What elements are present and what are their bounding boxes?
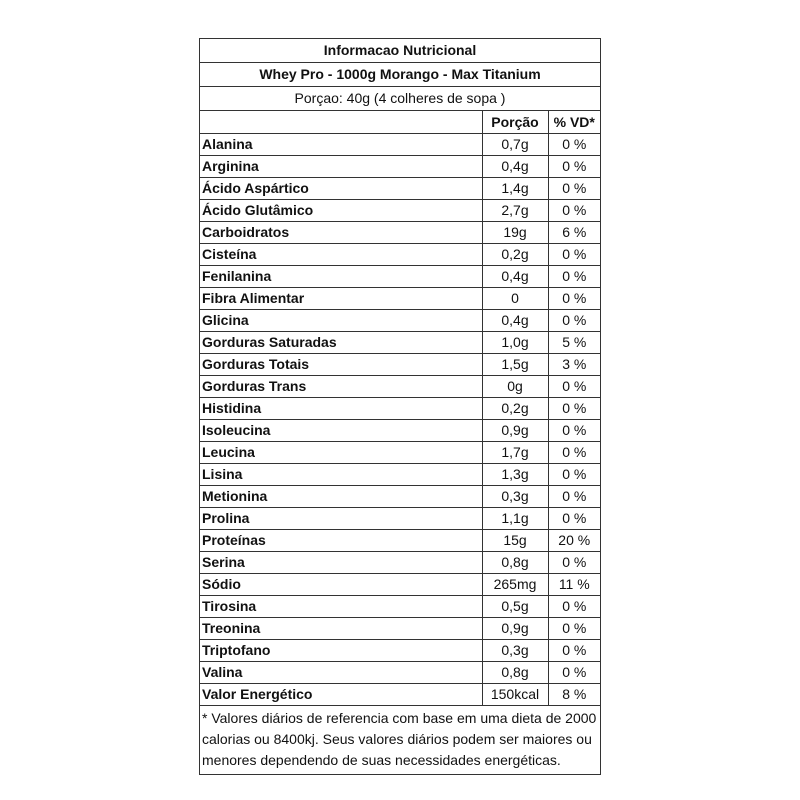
table-row	[200, 486, 600, 508]
table-row	[200, 508, 600, 530]
nutrient-portion: 1,0g	[482, 332, 548, 354]
nutrient-name: Isoleucina	[200, 420, 482, 442]
table-row	[200, 618, 600, 640]
nutrient-portion: 0,4g	[482, 156, 548, 178]
nutrient-daily-value: 0 %	[548, 640, 600, 662]
table-row	[200, 464, 600, 486]
nutrient-name: Leucina	[200, 442, 482, 464]
nutrient-daily-value: 0 %	[548, 288, 600, 310]
nutrient-daily-value: 0 %	[548, 420, 600, 442]
nutrient-daily-value: 0 %	[548, 398, 600, 420]
table-row	[200, 310, 600, 332]
table-row	[200, 662, 600, 684]
nutrient-name: Cisteína	[200, 244, 482, 266]
nutrient-name: Proteínas	[200, 530, 482, 552]
nutrient-daily-value: 0 %	[548, 596, 600, 618]
nutrient-table	[200, 111, 600, 706]
nutrient-name: Fibra Alimentar	[200, 288, 482, 310]
table-row	[200, 376, 600, 398]
nutrient-portion: 0,2g	[482, 244, 548, 266]
nutrient-daily-value: 8 %	[548, 684, 600, 706]
nutrient-name: Lisina	[200, 464, 482, 486]
nutrient-name: Valor Energético	[200, 684, 482, 706]
nutrient-name: Valina	[200, 662, 482, 684]
nutrient-portion: 150kcal	[482, 684, 548, 706]
nutrient-name: Metionina	[200, 486, 482, 508]
product-name: Whey Pro - 1000g Morango - Max Titanium	[200, 63, 600, 87]
nutrient-portion: 1,3g	[482, 464, 548, 486]
table-row	[200, 222, 600, 244]
table-row	[200, 288, 600, 310]
nutrient-portion: 0,9g	[482, 618, 548, 640]
table-row	[200, 530, 600, 552]
nutrient-name: Ácido Aspártico	[200, 178, 482, 200]
nutrient-daily-value: 3 %	[548, 354, 600, 376]
nutrient-daily-value: 6 %	[548, 222, 600, 244]
nutrient-daily-value: 0 %	[548, 134, 600, 156]
nutrient-daily-value: 5 %	[548, 332, 600, 354]
nutrient-daily-value: 0 %	[548, 178, 600, 200]
nutrient-daily-value: 0 %	[548, 376, 600, 398]
table-row	[200, 266, 600, 288]
nutrient-name: Gorduras Totais	[200, 354, 482, 376]
table-row	[200, 640, 600, 662]
nutrient-portion: 15g	[482, 530, 548, 552]
table-row	[200, 156, 600, 178]
nutrient-portion: 0	[482, 288, 548, 310]
nutrient-daily-value: 20 %	[548, 530, 600, 552]
nutrient-name: Serina	[200, 552, 482, 574]
nutrient-name: Prolina	[200, 508, 482, 530]
table-row	[200, 200, 600, 222]
nutrient-name: Alanina	[200, 134, 482, 156]
nutrient-name: Ácido Glutâmico	[200, 200, 482, 222]
portion-column-header: Porção	[482, 111, 548, 134]
label-title: Informacao Nutricional	[200, 39, 600, 63]
table-row	[200, 596, 600, 618]
nutrient-name: Histidina	[200, 398, 482, 420]
nutrient-name: Sódio	[200, 574, 482, 596]
nutrient-name: Gorduras Trans	[200, 376, 482, 398]
nutrient-portion: 1,1g	[482, 508, 548, 530]
nutrient-name: Carboidratos	[200, 222, 482, 244]
nutrient-portion: 0,3g	[482, 486, 548, 508]
nutrient-portion: 2,7g	[482, 200, 548, 222]
nutrient-portion: 0,8g	[482, 552, 548, 574]
nutrient-name: Tirosina	[200, 596, 482, 618]
nutrient-name: Arginina	[200, 156, 482, 178]
nutrient-portion: 0,8g	[482, 662, 548, 684]
nutrient-portion: 0,4g	[482, 310, 548, 332]
table-row	[200, 244, 600, 266]
nutrient-daily-value: 0 %	[548, 662, 600, 684]
table-row	[200, 134, 600, 156]
nutrient-portion: 0,3g	[482, 640, 548, 662]
table-row	[200, 354, 600, 376]
table-row	[200, 420, 600, 442]
table-row	[200, 442, 600, 464]
table-row	[200, 178, 600, 200]
table-row	[200, 684, 600, 706]
nutrient-column-header	[200, 111, 482, 134]
nutrient-daily-value: 0 %	[548, 618, 600, 640]
nutrient-portion: 0,2g	[482, 398, 548, 420]
nutrient-daily-value: 0 %	[548, 244, 600, 266]
nutrient-daily-value: 0 %	[548, 552, 600, 574]
table-row	[200, 332, 600, 354]
table-header-row	[200, 111, 600, 134]
nutrient-portion: 0,5g	[482, 596, 548, 618]
nutrient-daily-value: 11 %	[548, 574, 600, 596]
daily-value-column-header: % VD*	[548, 111, 600, 134]
nutrient-name: Fenilanina	[200, 266, 482, 288]
nutrient-portion: 265mg	[482, 574, 548, 596]
nutrient-name: Glicina	[200, 310, 482, 332]
table-row	[200, 398, 600, 420]
nutrient-portion: 1,5g	[482, 354, 548, 376]
table-row	[200, 574, 600, 596]
nutrient-portion: 1,7g	[482, 442, 548, 464]
nutrient-portion: 0,4g	[482, 266, 548, 288]
footnote: * Valores diários de referencia com base em uma dieta de 2000 calorias ou 8400kj. Seus valores diários podem ser maiores ou menores dependendo de suas necessidades energéticas.	[202, 710, 597, 768]
nutrient-name: Treonina	[200, 618, 482, 640]
nutrient-daily-value: 0 %	[548, 156, 600, 178]
nutrition-facts-label	[199, 38, 601, 775]
nutrient-name: Triptofano	[200, 640, 482, 662]
nutrient-daily-value: 0 %	[548, 266, 600, 288]
nutrient-portion: 0,7g	[482, 134, 548, 156]
nutrient-daily-value: 0 %	[548, 310, 600, 332]
nutrient-daily-value: 0 %	[548, 200, 600, 222]
nutrient-daily-value: 0 %	[548, 442, 600, 464]
nutrient-portion: 19g	[482, 222, 548, 244]
nutrient-portion: 1,4g	[482, 178, 548, 200]
nutrient-portion: 0g	[482, 376, 548, 398]
nutrient-daily-value: 0 %	[548, 486, 600, 508]
serving-size: Porçao: 40g (4 colheres de sopa )	[200, 87, 600, 111]
nutrient-daily-value: 0 %	[548, 508, 600, 530]
nutrient-name: Gorduras Saturadas	[200, 332, 482, 354]
table-row	[200, 552, 600, 574]
nutrient-daily-value: 0 %	[548, 464, 600, 486]
nutrient-portion: 0,9g	[482, 420, 548, 442]
